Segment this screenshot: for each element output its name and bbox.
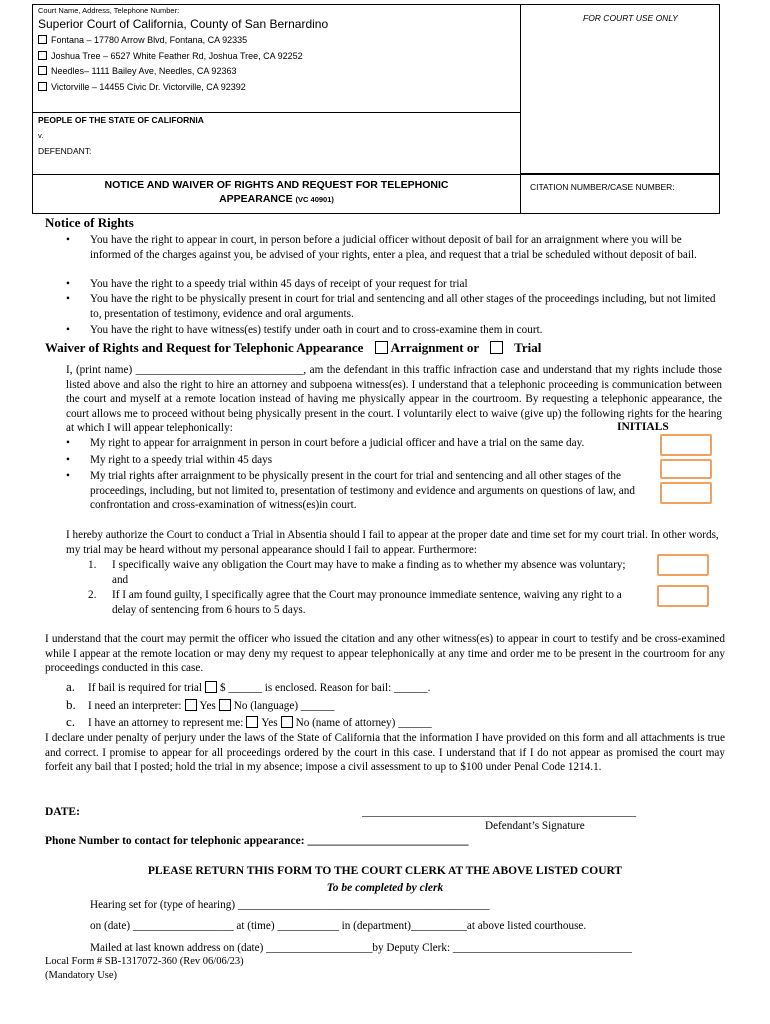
officer-paragraph: I understand that the court may permit the officer who issued the citation and any other witness(es) to appear in court to testify and be cross-examined while I appear at the remote location or may deny my request to appear telephonically at any time and order me to be present in the courtroom for any proceedings conducted in this case. xyxy=(45,633,725,675)
initials-label: INITIALS xyxy=(617,421,669,433)
location-needles[interactable]: Needles– 1111 Bailey Ave, Needles, CA 92363 xyxy=(38,64,303,80)
trial-label: Trial xyxy=(514,340,542,355)
mailed-line: Mailed at last known address on (date) ___________________by Deputy Clerk: ________________________________ xyxy=(90,942,632,954)
court-name: Superior Court of California, County of San Bernardino xyxy=(38,17,329,31)
location-checkbox[interactable] xyxy=(38,66,47,75)
initials-field[interactable] xyxy=(660,482,712,504)
return-note: PLEASE RETURN THIS FORM TO THE COURT CLERK AT THE ABOVE LISTED COURT xyxy=(147,865,623,877)
interpreter-yes-checkbox[interactable] xyxy=(185,699,197,711)
mandatory-use: (Mandatory Use) xyxy=(45,970,118,981)
attorney-row: c. I have an attorney to represent me: Yes No (name of attorney) ______ xyxy=(66,714,432,729)
arraignment-checkbox[interactable] xyxy=(375,341,388,354)
notice-heading: Notice of Rights xyxy=(45,215,134,230)
people-label: PEOPLE OF THE STATE OF CALIFORNIA xyxy=(38,115,204,125)
initials-field[interactable] xyxy=(657,554,709,576)
clerk-heading: To be completed by clerk xyxy=(326,882,444,894)
phone-field[interactable]: Phone Number to contact for telephonic appearance: ____________________________ xyxy=(45,835,469,847)
location-joshua-tree[interactable]: Joshua Tree – 6527 White Feather Rd, Joshua Tree, CA 92252 xyxy=(38,49,303,65)
list-item: • You have the right to appear in court, in person before a judicial officer without deposit of bail for an arraignment where you will be informed of the charges against you, be advised of your rights, enter a plea, and request that a trial be scheduled without deposit of bail. xyxy=(66,234,697,261)
date-label: DATE: xyxy=(45,806,80,818)
initials-field[interactable] xyxy=(657,585,709,607)
trial-checkbox[interactable] xyxy=(490,341,503,354)
interpreter-no-checkbox[interactable] xyxy=(219,699,231,711)
signature-label: Defendant’s Signature xyxy=(485,820,585,832)
waiver-heading-row xyxy=(45,340,541,356)
hearing-line: Hearing set for (type of hearing) _____________________________________________ xyxy=(90,899,490,911)
signature-line[interactable]: _________________________________________________ xyxy=(362,806,637,818)
defendant-label: DEFENDANT: xyxy=(38,146,92,156)
arraignment-label: Arraignment or xyxy=(390,340,479,355)
form-number: Local Form # SB-1317072-360 (Rev 06/06/23) xyxy=(45,956,244,967)
location-checkbox[interactable] xyxy=(38,51,47,60)
initials-field[interactable] xyxy=(660,459,712,479)
location-checkbox[interactable] xyxy=(38,82,47,91)
bail-row: a. If bail is required for trial $ ______ is enclosed. Reason for bail: ______. xyxy=(66,679,431,694)
location-list xyxy=(38,33,303,95)
citation-label: CITATION NUMBER/CASE NUMBER: xyxy=(530,182,675,192)
hearing-date-line: on (date) __________________ at (time) ___________ in (department)__________at above listed courthouse. xyxy=(90,920,587,932)
attorney-no-checkbox[interactable] xyxy=(281,716,293,728)
court-use-box xyxy=(520,4,720,174)
waiver-heading: Waiver of Rights and Request for Telephonic Appearance xyxy=(45,340,364,355)
versus-label: v. xyxy=(38,131,44,140)
court-label: Court Name, Address, Telephone Number: xyxy=(38,6,180,15)
bail-checkbox[interactable] xyxy=(205,681,217,693)
attorney-yes-checkbox[interactable] xyxy=(246,716,258,728)
citation-box xyxy=(520,174,720,214)
court-use-label: FOR COURT USE ONLY xyxy=(583,13,678,23)
location-victorville[interactable]: Victorville – 14455 Civic Dr. Victorville, CA 92392 xyxy=(38,80,303,96)
absentia-paragraph: I hereby authorize the Court to conduct a Trial in Absentia should I fail to appear at the proper date and time set for my court trial. In other words, my trial may be heard without my personal appearance should I fail to appear. Furthermore: xyxy=(66,529,719,556)
interpreter-row: b. I need an interpreter: Yes No (language) ______ xyxy=(66,697,335,712)
initials-field[interactable] xyxy=(660,434,712,456)
location-fontana[interactable]: Fontana – 17780 Arrow Blvd, Fontana, CA 92335 xyxy=(38,33,303,49)
waiver-paragraph: I, (print name) ______________________________, am the defendant in this traffic infraction case and understand that my rights include those listed above and also the right to hire an attorney and subpoena witness(es). I understand that a telephonic proceeding is communication between the court and myself at a remote location instead of having me physically appear in the courtroom. By requesting a telephonic appearance, the court allows me to proceed without being physically present in the court. I voluntarily elect to waive (give up) the following rights for the hearing at which I will appear telephonically: xyxy=(66,364,722,435)
form-title: NOTICE AND WAIVER OF RIGHTS AND REQUEST FOR TELEPHONIC APPEARANCE (VC 40901) xyxy=(104,179,449,205)
location-checkbox[interactable] xyxy=(38,35,47,44)
perjury-paragraph: I declare under penalty of perjury under the laws of the State of California that the information I have provided on this form and all attachments is true and correct. I promise to appear for all proceedings ordered by the court in this case. I understand that if I do not appear as promised the court may forfeit any bail that I posted; hold the trial in my absence; impose a civil assessment to up to $100 under Penal Code 1214.1. xyxy=(45,732,725,774)
